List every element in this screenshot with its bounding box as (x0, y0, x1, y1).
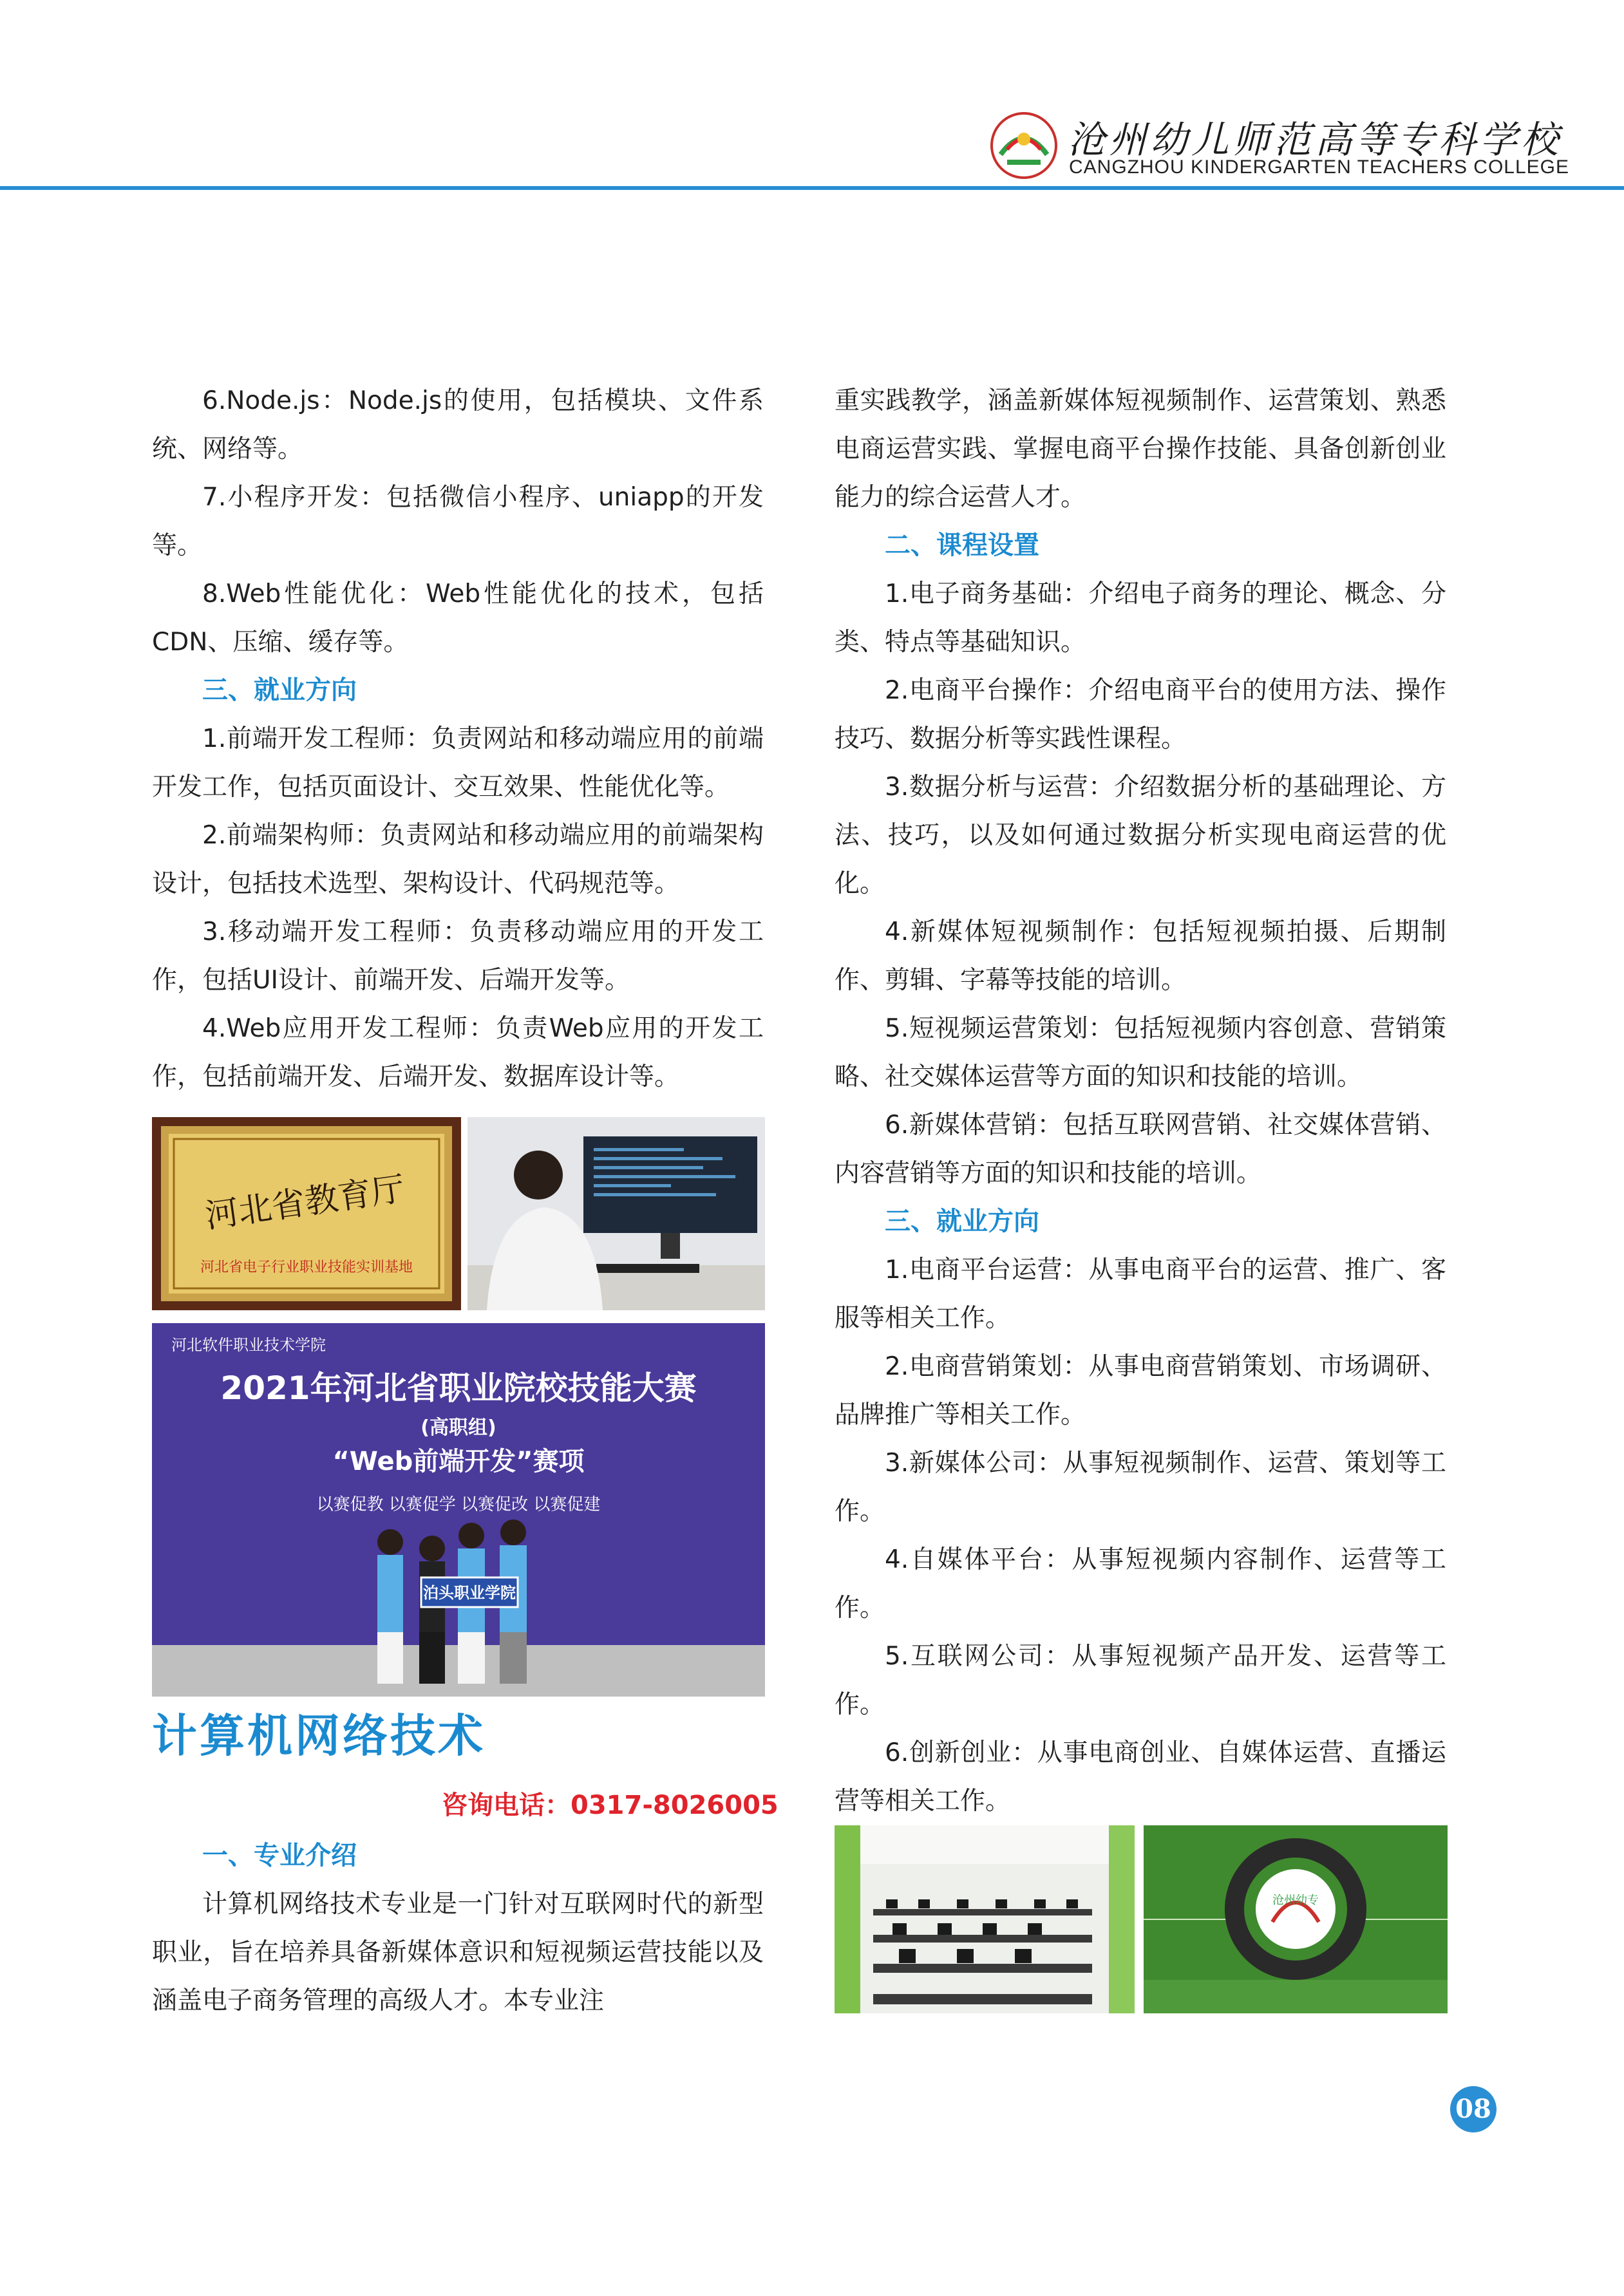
section-heading: 二、课程设置 (885, 531, 1039, 560)
right-column (835, 377, 1446, 1825)
team-sign: 泊头职业学院 (423, 1584, 516, 1602)
section-heading: 三、就业方向 (885, 1207, 1039, 1236)
paragraph: 3.移动端开发工程师：负责移动端应用的开发工作，包括UI设计、前端开发、后端开发等。 (152, 917, 764, 995)
emblem-text: 沧州幼专 (1272, 1894, 1319, 1907)
paragraph: 重实践教学，涵盖新媒体短视频制作、运营策划、熟悉电商运营实践、掌握电商平台操作技能、具备创新创业能力的综合运营人才。 (835, 386, 1446, 512)
page-number: 08 (1450, 2086, 1497, 2132)
paragraph: 4.新媒体短视频制作：包括短视频拍摄、后期制作、剪辑、字幕等技能的培训。 (835, 917, 1446, 995)
paragraph: 4.自媒体平台：从事短视频内容制作、运营等工作。 (835, 1545, 1446, 1623)
paragraph: 6.新媒体营销：包括互联网营销、社交媒体营销、内容营销等方面的知识和技能的培训。 (835, 1111, 1446, 1188)
paragraph: 8.Web性能优化：Web性能优化的技术，包括CDN、压缩、缓存等。 (152, 579, 764, 657)
paragraph: 3.数据分析与运营：介绍数据分析的基础理论、方法、技巧，以及如何通过数据分析实现电商运营的优化。 (835, 773, 1446, 898)
intro-heading: 一、专业介绍 (202, 1841, 357, 1870)
paragraph: 7.小程序开发：包括微信小程序、uniapp的开发等。 (152, 483, 764, 560)
paragraph: 1.电商平台运营：从事电商平台的运营、推广、客服等相关工作。 (835, 1256, 1446, 1333)
paragraph: 1.前端开发工程师：负责网站和移动端应用的前端开发工作，包括页面设计、交互效果、性能优化等。 (152, 724, 764, 802)
banner-slogan: 以赛促教 以赛促学 以赛促改 以赛促建 (316, 1495, 601, 1514)
banner-event: “Web前端开发”赛项 (332, 1447, 585, 1476)
field-emblem-photo (1144, 1825, 1448, 2013)
college-logo (988, 109, 1060, 182)
paragraph: 5.互联网公司：从事短视频产品开发、运营等工作。 (835, 1642, 1446, 1719)
computer-lab-photo (835, 1825, 1135, 2013)
banner-title: 2021年河北省职业院校技能大赛 (220, 1369, 697, 1407)
paragraph: 6.Node.js：Node.js的使用，包括模块、文件系统、网络等。 (152, 386, 764, 464)
banner-institute: 河北软件职业技术学院 (171, 1336, 326, 1354)
plaque-title: 河北省教育厅 (202, 1169, 408, 1236)
section-title: 计算机网络技术 (152, 1709, 486, 1762)
paragraph: 4.Web应用开发工程师：负责Web应用的开发工作，包括前端开发、后端开发、数据库设计等。 (152, 1014, 764, 1091)
paragraph: 2.电商营销策划：从事电商营销策划、市场调研、品牌推广等相关工作。 (835, 1352, 1446, 1429)
left-column (152, 377, 764, 1101)
competition-photo (152, 1323, 765, 1697)
section-heading: 三、就业方向 (202, 675, 357, 705)
plaque-subtitle: 河北省电子行业职业技能实训基地 (200, 1259, 413, 1275)
paragraph: 1.电子商务基础：介绍电子商务的理论、概念、分类、特点等基础知识。 (835, 579, 1446, 657)
paragraph: 5.短视频运营策划：包括短视频内容创意、营销策略、社交媒体运营等方面的知识和技能的培训。 (835, 1014, 1446, 1091)
header-rule (0, 186, 1624, 190)
school-name-cn: 沧州幼儿师范高等专科学校 (1068, 118, 1563, 162)
banner-group: (高职组) (420, 1416, 496, 1439)
intro-paragraph: 计算机网络技术专业是一门针对互联网时代的新型职业，旨在培养具备新媒体意识和短视频运营技能以及涵盖电子商务管理的高级人才。本专业注 (152, 1890, 764, 2015)
contact-phone: 咨询电话：0317-8026005 (442, 1791, 779, 1820)
plaque-photo (152, 1117, 461, 1310)
paragraph: 2.电商平台操作：介绍电商平台的使用方法、操作技巧、数据分析等实践性课程。 (835, 676, 1446, 753)
school-name-en: CANGZHOU KINDERGARTEN TEACHERS COLLEGE (1069, 156, 1570, 178)
intro-block (152, 1832, 764, 2025)
paragraph: 2.前端架构师：负责网站和移动端应用的前端架构设计，包括技术选型、架构设计、代码规范等。 (152, 821, 764, 898)
developer-photo (467, 1117, 765, 1310)
paragraph: 6.创新创业：从事电商创业、自媒体运营、直播运营等相关工作。 (835, 1738, 1446, 1816)
paragraph: 3.新媒体公司：从事短视频制作、运营、策划等工作。 (835, 1449, 1446, 1526)
